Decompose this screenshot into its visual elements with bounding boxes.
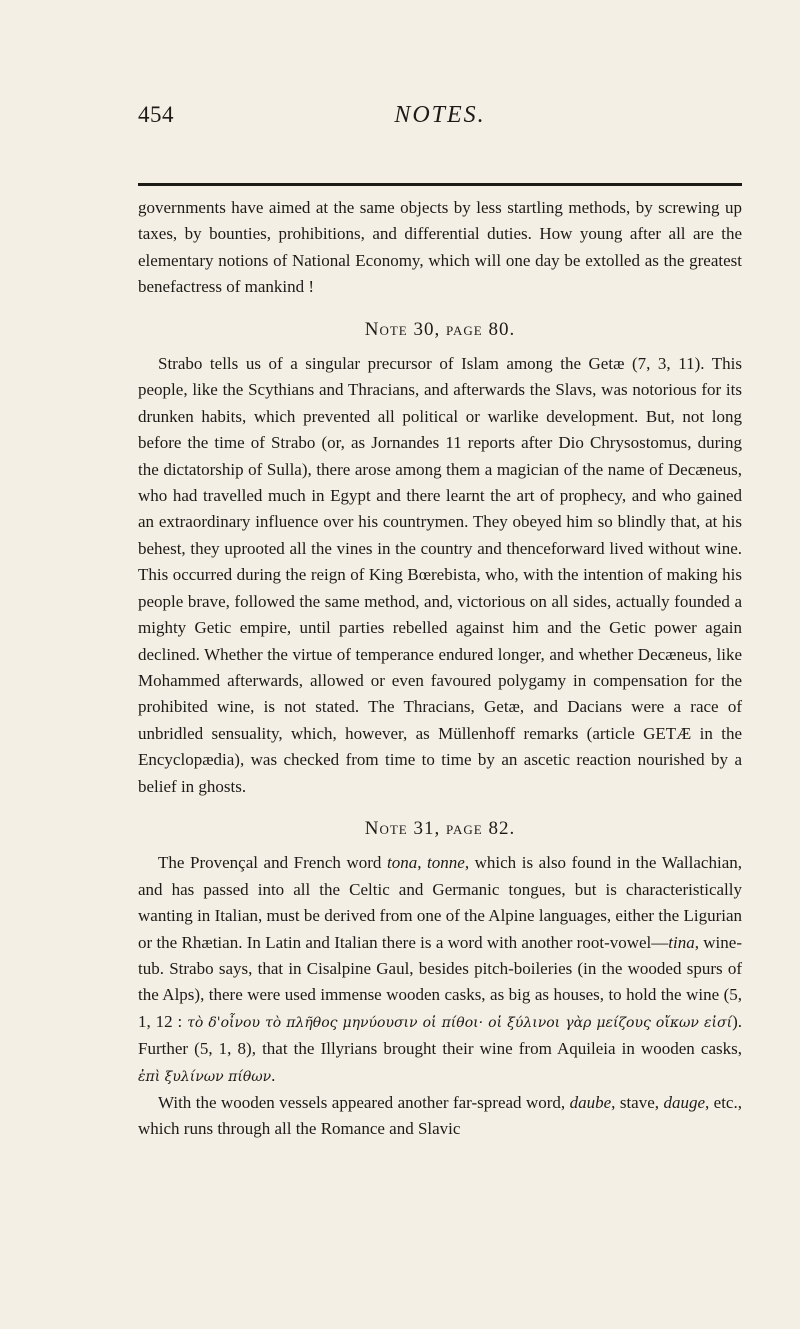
note-30-paragraph: Strabo tells us of a singular precursor of Islam among the Getæ (7, 3, 11). This people, like the Scythians and Thracians, and afterwards the Slavs, was notorious for its drunken habits, which prevented all political or warlike development. But, not long before the time of Strabo (or, as Jornandes 11 reports after Dio Chrysostomus, during the dictatorship of Sulla), there arose among them a magician of the name of Decæneus, who had travelled much in Egypt and there learnt the art of prophecy, and who gained an extraordinary influence over his countrymen. They obeyed him so blindly that, at his behest, they uprooted all the vines in the country and thenceforward lived without wine. This occurred during the reign of King Bœrebista, who, with the intention of making his people brave, followed the same method, and, victorious on all sides, actually founded a mighty Getic empire, until parties rebelled against him and the Getic power again declined. Whether the virtue of temperance endured longer, and whether Decæneus, like Mohammed afterwards, allowed or even favoured polygamy in compensation for the prohibited wine, is not stated. The Thracians, Getæ, and Dacians were a race of unbridled sensuality, which, however, as Müllenhoff remarks (article GETÆ in the Encyclopædia), was checked from time to time by an ascetic reaction nourished by a belief in ghosts. <box>138 354 742 796</box>
paragraph-continuation: governments have aimed at the same objects by less startling methods, by screwing up taxes, by bounties, prohibitions, and differential duties. How young after all are the elementary notions of National Economy, which will one day be extolled as the greatest benefactress of mankind ! <box>138 198 742 297</box>
text-run: With the wooden vessels appeared another far-spread word, <box>158 1093 570 1112</box>
greek-phrase: ἐπὶ ξυλίνων πίθων <box>138 1068 272 1085</box>
header-rule <box>138 183 742 186</box>
word-daube: daube <box>569 1093 612 1112</box>
note-31-paragraph <box>138 850 742 1090</box>
page-header <box>138 102 742 134</box>
note-31-heading: Note 31, page 82. <box>364 817 516 839</box>
text-run: . <box>271 1065 276 1085</box>
word-dauge: dauge <box>663 1093 705 1112</box>
text-run: , etc., which runs through all the Romance and Slavic <box>138 1093 742 1139</box>
text-run: ). Further (5, 1, 8), that the Illyrians brought their wine from Aquileia in wooden casks, <box>138 1011 742 1059</box>
page-body <box>138 195 742 1143</box>
text-run: , stave, <box>611 1093 664 1112</box>
running-title: NOTES. <box>394 102 486 128</box>
greek-quotation: τὸ δ'οἶνου τὸ πλῆθος μηνύουσιν οἱ πίθοι· οἱ ξύλινοι γὰρ μείζους οἴκων εἰσί <box>187 1014 733 1031</box>
note-31-paragraph-2 <box>138 1090 742 1143</box>
text-run: , wine-tub. Strabo says, that in Cisalpine Gaul, besides pitch-boileries (in the wooded spurs of the Alps), there were used immense wooden casks, as big as houses, to hold the wine (5, 1, 12 : <box>138 932 742 1031</box>
word-tona: tona <box>386 853 418 873</box>
note-30-heading: Note 30, page 80. <box>364 318 516 340</box>
text-run: The Provençal and French word <box>158 853 387 873</box>
word-tonne: tonne <box>427 853 465 873</box>
page-number: 454 <box>138 102 174 127</box>
word-tina: tina <box>668 932 695 952</box>
text-run: , which is also found in the Wallachian, and has passed into all the Celtic and Germanic tongues, but is characteristically wanting in Italian, must be derived from one of the Alpine languages, either the Ligurian or the Rhætian. In Latin and Italian there is a word with another root-vowel— <box>138 853 742 952</box>
text-run: , <box>417 853 428 873</box>
